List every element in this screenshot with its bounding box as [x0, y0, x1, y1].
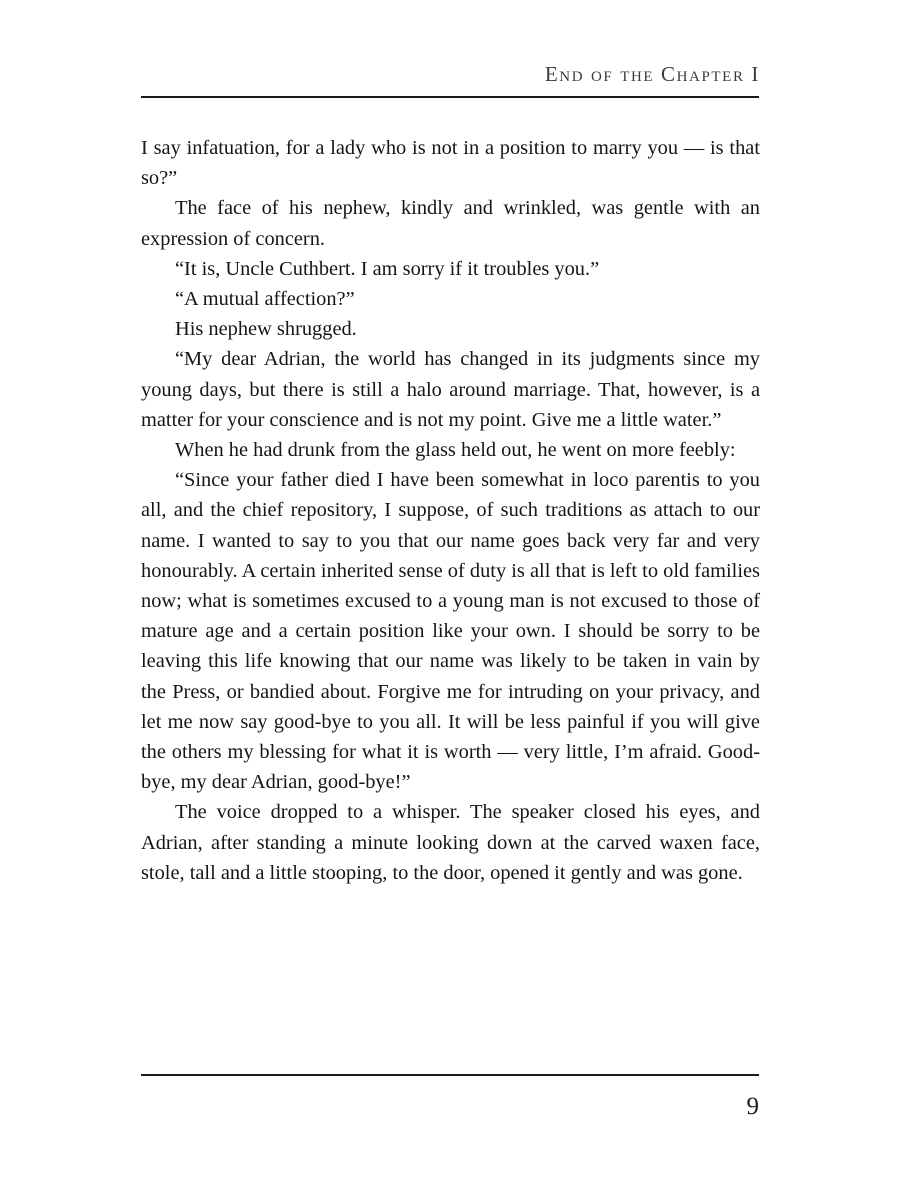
running-head: End of the Chapter I — [544, 62, 760, 86]
paragraph: The voice dropped to a whisper. The speaker closed his eyes, and Adrian, after standing a minute looking down at the carved waxen face, stole, tall and a little stooping, to the door, opened it gently and was gone. — [141, 801, 760, 884]
header-rule — [141, 96, 759, 98]
paragraph: His nephew shrugged. — [175, 318, 357, 341]
paragraph: I say infatuation, for a lady who is not in a position to marry you — is that so?” — [141, 137, 760, 190]
paragraph: “Since your father died I have been somewhat in loco parentis to you all, and the chief repository, I suppose, of such traditions as attach to our name. I wanted to say to you that our name goes back very far and very honourably. A certain inherited sense of duty is all that is left to old families now; what is sometimes excused to a young man is not excused to those of mature age and a certain position like your own. I should be sorry to be leaving this life knowing that our name was likely to be taken in vain by the Press, or bandied about. Forgive me for intruding on your privacy, and let me now say good-bye to you all. It will be less painful if you will give the others my blessing for what it is worth — very little, I’m afraid. Good-bye, my dear Adrian, good-bye!” — [141, 469, 760, 794]
footer-rule — [141, 1074, 759, 1076]
paragraph: “A mutual affection?” — [175, 288, 355, 311]
paragraph: The face of his nephew, kindly and wrinkled, was gentle with an expression of concern. — [141, 197, 760, 250]
paragraph: “My dear Adrian, the world has changed in its judgments since my young days, but there is still a halo around marriage. That, however, is a matter for your conscience and is not my point. Give me a little water.” — [141, 348, 760, 431]
page-body — [141, 133, 760, 888]
paragraph: When he had drunk from the glass held out, he went on more feebly: — [175, 439, 736, 462]
page-number: 9 — [746, 1093, 759, 1120]
paragraph: “It is, Uncle Cuthbert. I am sorry if it troubles you.” — [175, 257, 600, 280]
